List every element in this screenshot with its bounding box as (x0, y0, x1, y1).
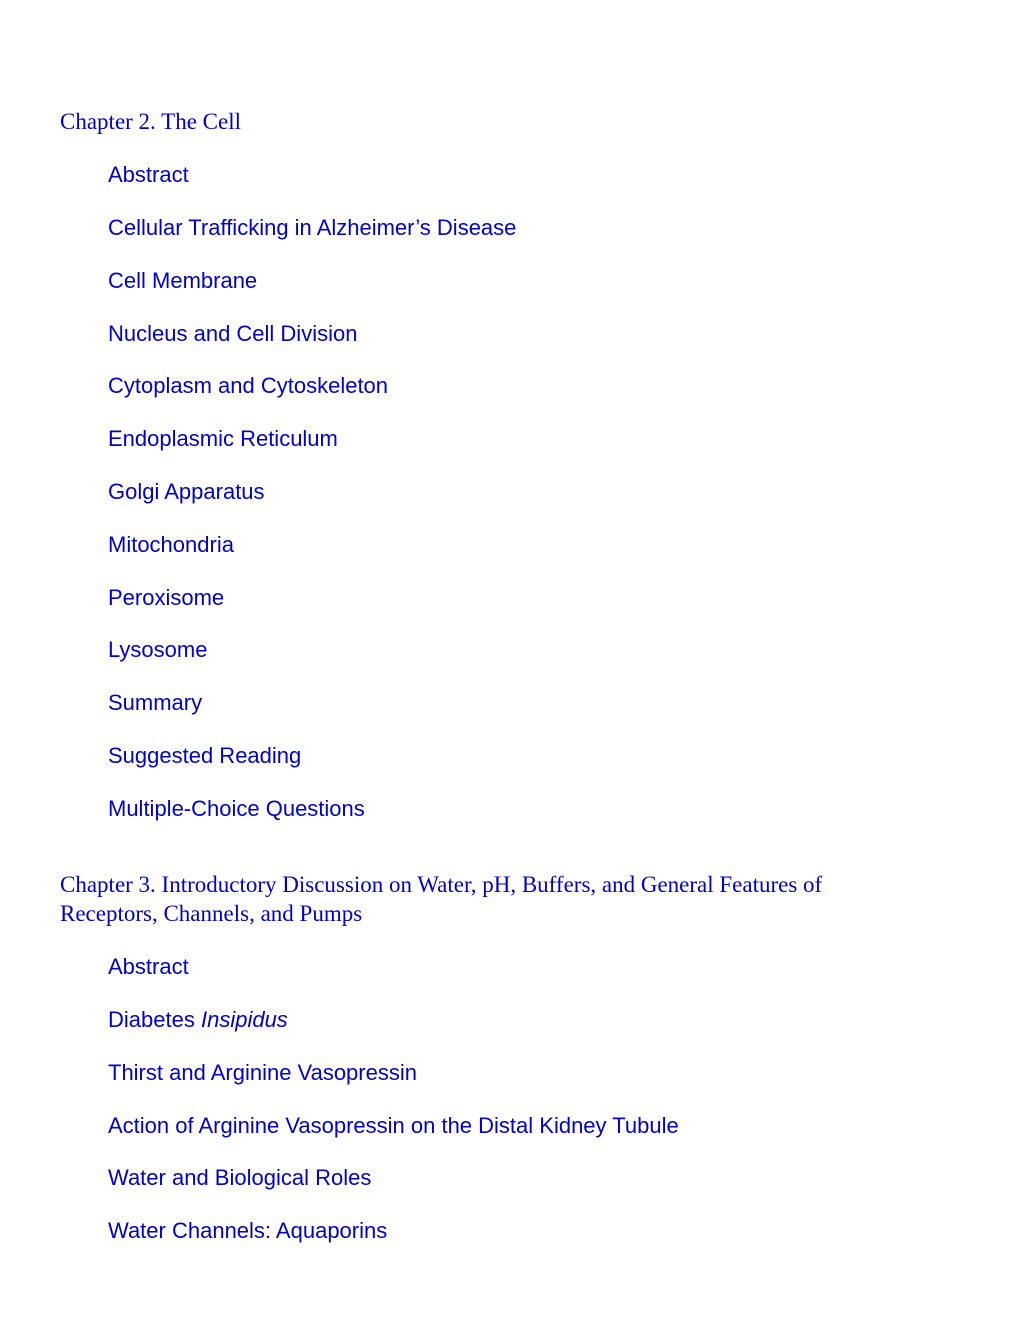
toc-entry[interactable] (108, 1007, 288, 1033)
toc-entry[interactable]: Water and Biological Roles (108, 1165, 372, 1190)
toc-entry[interactable]: Endoplasmic Reticulum (108, 426, 338, 451)
toc-entry-italic-text: Insipidus (200, 1007, 288, 1032)
toc-entry-text: Diabetes (108, 1007, 195, 1032)
toc-entry[interactable]: Action of Arginine Vasopressin on the Distal Kidney Tubule (108, 1113, 679, 1138)
toc-entry[interactable]: Multiple-Choice Questions (108, 796, 365, 821)
toc-entry[interactable]: Mitochondria (108, 532, 234, 557)
chapter-3 (60, 870, 920, 928)
toc-entry[interactable]: Lysosome (108, 637, 208, 662)
toc-entry[interactable]: Cell Membrane (108, 268, 258, 293)
chapter-2-title[interactable]: Chapter 2. The Cell (60, 109, 241, 134)
toc-entry[interactable]: Cellular Trafficking in Alzheimer’s Disease (108, 215, 517, 240)
toc-entry[interactable]: Summary (108, 690, 203, 715)
toc-entry[interactable]: Golgi Apparatus (108, 479, 265, 504)
toc-entry[interactable]: Peroxisome (108, 585, 225, 610)
toc-entry[interactable]: Abstract (108, 162, 189, 187)
toc-entry[interactable]: Suggested Reading (108, 743, 302, 768)
toc-entry[interactable]: Thirst and Arginine Vasopressin (108, 1060, 417, 1085)
toc-entry[interactable]: Cytoplasm and Cytoskeleton (108, 373, 389, 398)
chapter-3-title-line2: Receptors, Channels, and Pumps (60, 901, 363, 926)
toc-entry[interactable]: Nucleus and Cell Division (108, 321, 358, 346)
toc-entry[interactable]: Abstract (108, 954, 189, 979)
chapter-2 (60, 107, 920, 136)
chapter-3-title[interactable] (60, 870, 920, 928)
chapter-3-title-line1: Chapter 3. Introductory Discussion on Water, pH, Buffers, and General Features of (60, 872, 823, 897)
toc-entry[interactable]: Water Channels: Aquaporins (108, 1218, 388, 1243)
